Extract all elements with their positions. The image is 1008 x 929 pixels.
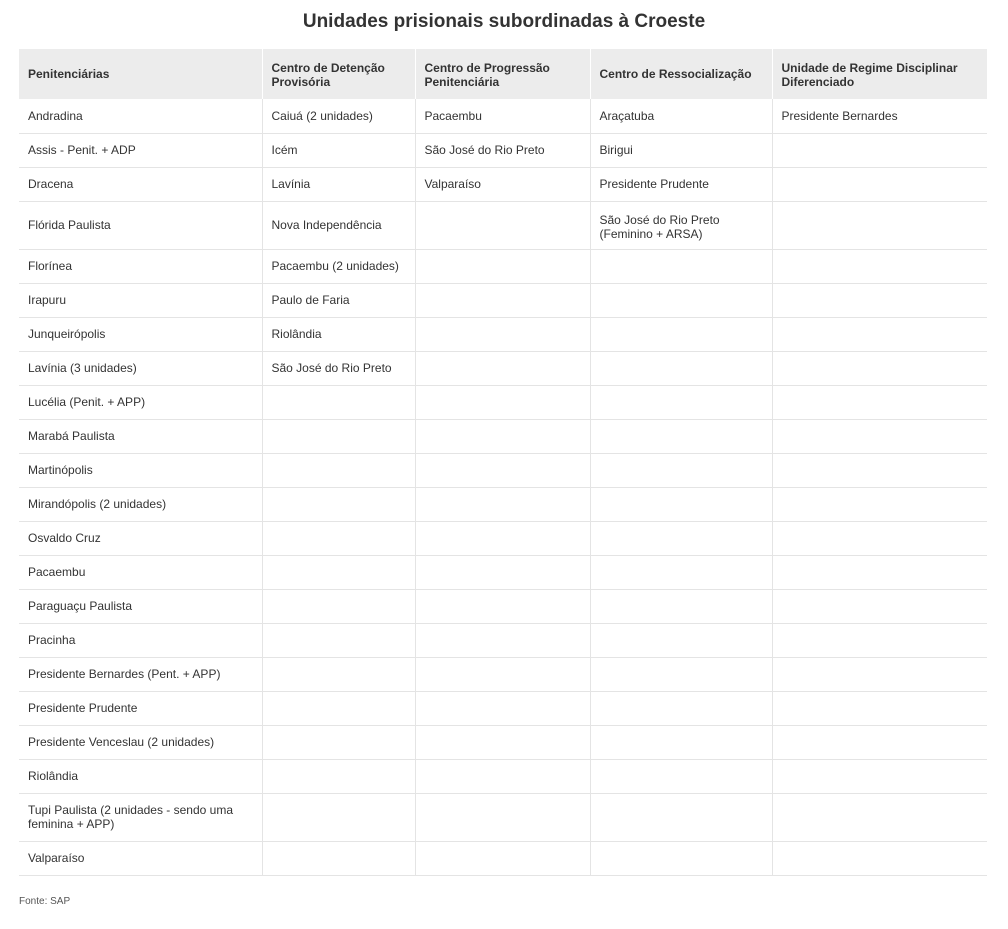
cell-cr — [590, 793, 772, 841]
cell-cr — [590, 317, 772, 351]
cell-cr — [590, 623, 772, 657]
cell-penitenciaria: Lavínia (3 unidades) — [19, 351, 262, 385]
cell-cpp — [415, 351, 590, 385]
cell-cdp — [262, 419, 415, 453]
table-row — [19, 283, 987, 317]
cell-rdd — [772, 657, 987, 691]
cell-rdd: Presidente Bernardes — [772, 99, 987, 133]
prison-units-table — [19, 49, 987, 876]
cell-cpp — [415, 841, 590, 875]
cell-penitenciaria: Irapuru — [19, 283, 262, 317]
table-row — [19, 759, 987, 793]
cell-cdp — [262, 793, 415, 841]
cell-penitenciaria: Dracena — [19, 167, 262, 201]
cell-penitenciaria: Presidente Bernardes (Pent. + APP) — [19, 657, 262, 691]
cell-cr: Presidente Prudente — [590, 167, 772, 201]
cell-penitenciaria: Andradina — [19, 99, 262, 133]
cell-penitenciaria: Lucélia (Penit. + APP) — [19, 385, 262, 419]
cell-cpp — [415, 623, 590, 657]
header-penitenciarias: Penitenciárias — [19, 49, 262, 99]
cell-cpp: São José do Rio Preto — [415, 133, 590, 167]
cell-cdp: São José do Rio Preto — [262, 351, 415, 385]
table-row — [19, 521, 987, 555]
cell-cdp: Lavínia — [262, 167, 415, 201]
table-row — [19, 201, 987, 249]
cell-rdd — [772, 453, 987, 487]
cell-cpp — [415, 317, 590, 351]
table-row — [19, 385, 987, 419]
cell-cpp — [415, 201, 590, 249]
cell-cr — [590, 759, 772, 793]
table-row — [19, 841, 987, 875]
cell-cpp — [415, 793, 590, 841]
cell-rdd — [772, 555, 987, 589]
table-row — [19, 99, 987, 133]
cell-penitenciaria: Riolândia — [19, 759, 262, 793]
cell-rdd — [772, 589, 987, 623]
cell-cpp — [415, 657, 590, 691]
cell-rdd — [772, 487, 987, 521]
cell-cdp: Paulo de Faria — [262, 283, 415, 317]
table-row — [19, 317, 987, 351]
cell-penitenciaria: Pacaembu — [19, 555, 262, 589]
cell-penitenciaria: Pracinha — [19, 623, 262, 657]
table-row — [19, 623, 987, 657]
cell-penitenciaria: Osvaldo Cruz — [19, 521, 262, 555]
cell-cr — [590, 419, 772, 453]
cell-cr — [590, 487, 772, 521]
cell-penitenciaria: Junqueirópolis — [19, 317, 262, 351]
cell-penitenciaria: Mirandópolis (2 unidades) — [19, 487, 262, 521]
cell-cr — [590, 283, 772, 317]
header-unidade-regime-disciplinar: Unidade de Regime Disciplinar Diferenciado — [772, 49, 987, 99]
cell-cpp — [415, 283, 590, 317]
cell-cr: Birigui — [590, 133, 772, 167]
cell-cpp — [415, 453, 590, 487]
cell-rdd — [772, 385, 987, 419]
cell-penitenciaria: Valparaíso — [19, 841, 262, 875]
table-body — [19, 99, 987, 875]
cell-cr — [590, 841, 772, 875]
cell-cr — [590, 385, 772, 419]
table-row — [19, 725, 987, 759]
cell-penitenciaria: Martinópolis — [19, 453, 262, 487]
table-row — [19, 249, 987, 283]
cell-cdp — [262, 521, 415, 555]
cell-cr — [590, 725, 772, 759]
table-row — [19, 589, 987, 623]
cell-cdp — [262, 589, 415, 623]
cell-cpp — [415, 487, 590, 521]
cell-cdp — [262, 841, 415, 875]
cell-cdp: Icém — [262, 133, 415, 167]
cell-cpp — [415, 521, 590, 555]
cell-cr: Araçatuba — [590, 99, 772, 133]
cell-rdd — [772, 841, 987, 875]
cell-rdd — [772, 691, 987, 725]
cell-cpp — [415, 419, 590, 453]
cell-cr — [590, 521, 772, 555]
table-row — [19, 453, 987, 487]
cell-penitenciaria: Presidente Prudente — [19, 691, 262, 725]
cell-cr: São José do Rio Preto (Feminino + ARSA) — [590, 201, 772, 249]
cell-cdp: Pacaembu (2 unidades) — [262, 249, 415, 283]
table-row — [19, 167, 987, 201]
cell-cpp — [415, 249, 590, 283]
cell-cdp — [262, 759, 415, 793]
cell-cpp — [415, 725, 590, 759]
cell-rdd — [772, 419, 987, 453]
cell-cdp — [262, 453, 415, 487]
cell-cdp: Riolândia — [262, 317, 415, 351]
cell-penitenciaria: Assis - Penit. + ADP — [19, 133, 262, 167]
cell-cdp — [262, 691, 415, 725]
cell-rdd — [772, 133, 987, 167]
cell-cr — [590, 453, 772, 487]
cell-penitenciaria: Marabá Paulista — [19, 419, 262, 453]
cell-cpp — [415, 555, 590, 589]
table-row — [19, 351, 987, 385]
table-row — [19, 419, 987, 453]
cell-cdp — [262, 725, 415, 759]
table-row — [19, 793, 987, 841]
table-row — [19, 487, 987, 521]
cell-cdp — [262, 657, 415, 691]
page-title: Unidades prisionais subordinadas à Croeste — [302, 11, 706, 32]
cell-penitenciaria: Tupi Paulista (2 unidades - sendo uma feminina + APP) — [19, 793, 262, 841]
table-row — [19, 133, 987, 167]
cell-cr — [590, 691, 772, 725]
table-row — [19, 555, 987, 589]
cell-rdd — [772, 793, 987, 841]
cell-cdp — [262, 555, 415, 589]
cell-rdd — [772, 249, 987, 283]
header-centro-detencao-provisoria: Centro de Detenção Provisória — [262, 49, 415, 99]
cell-cdp — [262, 487, 415, 521]
cell-cr — [590, 249, 772, 283]
cell-cdp: Caiuá (2 unidades) — [262, 99, 415, 133]
cell-cdp — [262, 623, 415, 657]
cell-rdd — [772, 167, 987, 201]
source-note: Fonte: SAP — [19, 896, 71, 907]
cell-rdd — [772, 623, 987, 657]
cell-rdd — [772, 725, 987, 759]
cell-cr — [590, 589, 772, 623]
cell-rdd — [772, 351, 987, 385]
cell-cdp — [262, 385, 415, 419]
cell-rdd — [772, 521, 987, 555]
cell-cpp — [415, 691, 590, 725]
cell-penitenciaria: Presidente Venceslau (2 unidades) — [19, 725, 262, 759]
cell-penitenciaria: Paraguaçu Paulista — [19, 589, 262, 623]
cell-cpp: Valparaíso — [415, 167, 590, 201]
cell-rdd — [772, 283, 987, 317]
table-row — [19, 657, 987, 691]
cell-cpp — [415, 589, 590, 623]
cell-cpp — [415, 759, 590, 793]
cell-rdd — [772, 759, 987, 793]
cell-cdp: Nova Independência — [262, 201, 415, 249]
cell-cr — [590, 351, 772, 385]
cell-cpp: Pacaembu — [415, 99, 590, 133]
header-centro-ressocializacao: Centro de Ressocialização — [590, 49, 772, 99]
cell-penitenciaria: Flórida Paulista — [19, 201, 262, 249]
cell-rdd — [772, 201, 987, 249]
cell-cpp — [415, 385, 590, 419]
table-row — [19, 691, 987, 725]
cell-penitenciaria: Florínea — [19, 249, 262, 283]
cell-cr — [590, 555, 772, 589]
table-header-row — [19, 49, 987, 99]
header-centro-progressao-penitenciaria: Centro de Progressão Penitenciária — [415, 49, 590, 99]
cell-rdd — [772, 317, 987, 351]
cell-cr — [590, 657, 772, 691]
